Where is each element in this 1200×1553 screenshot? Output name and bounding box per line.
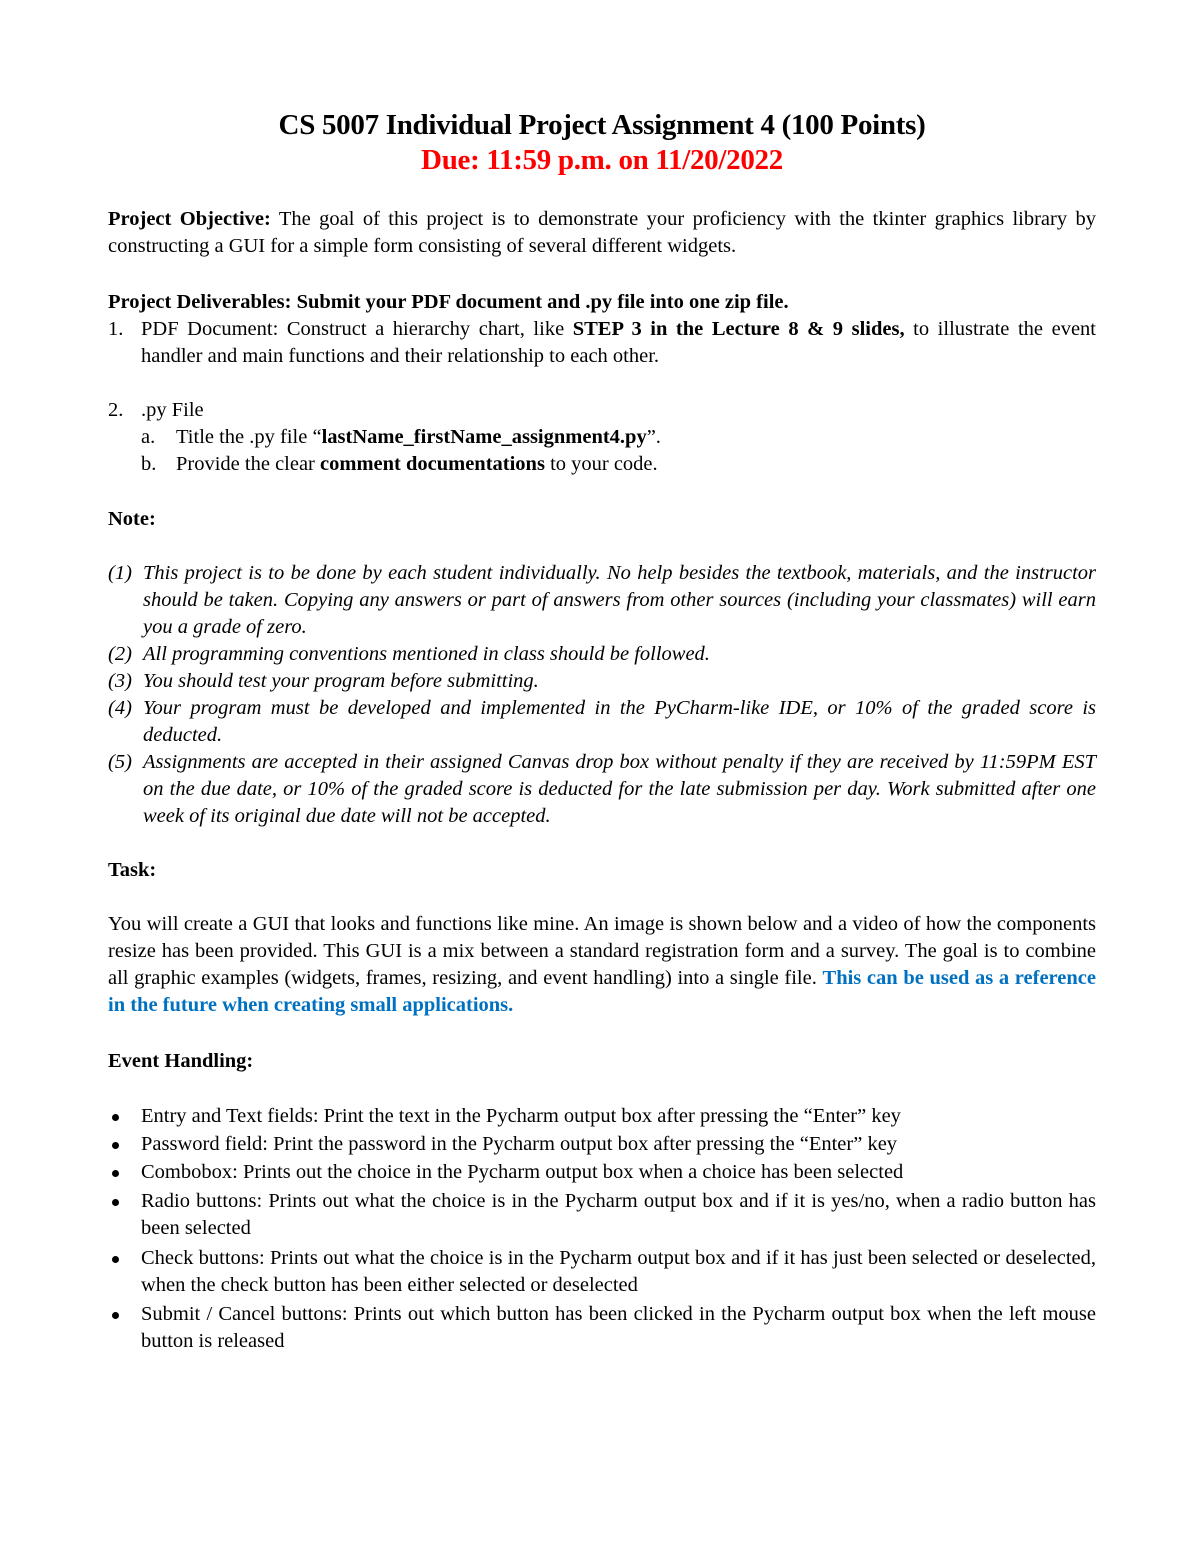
subitem-letter: b. — [141, 453, 157, 475]
event-bullet-radio — [108, 1188, 1096, 1242]
note-number: (5) — [108, 751, 132, 773]
note-text: Your program must be developed and implemented in the PyCharm-like IDE, or 10% of the graded score is deducted. — [143, 697, 1096, 746]
bullet-icon — [112, 1312, 119, 1319]
bullet-icon — [112, 1142, 119, 1149]
event-bullet-password — [108, 1131, 1096, 1158]
event-bullet-submit-cancel — [108, 1301, 1096, 1355]
note-item-3 — [108, 668, 1096, 695]
subitem-bold-text: comment documentations — [320, 453, 545, 475]
event-bullet-combobox — [108, 1159, 1096, 1186]
note-item-4 — [108, 695, 1096, 749]
bullet-icon — [112, 1256, 119, 1263]
note-number: (3) — [108, 670, 132, 692]
bullet-text: Check buttons: Prints out what the choice is in the Pycharm output box and if it has just been selected or deselected, when the check button has been either selected or deselected — [141, 1247, 1096, 1296]
objective-label: Project Objective: — [108, 208, 271, 230]
event-bullet-entry — [108, 1103, 1096, 1130]
bullet-text: Submit / Cancel buttons: Prints out which button has been clicked in the Pycharm output box when the left mouse button is released — [141, 1303, 1096, 1352]
bullet-icon — [112, 1170, 119, 1177]
note-item-1 — [108, 560, 1096, 641]
subitem-text: Title the .py file “ — [176, 426, 322, 448]
deliverable-item-2 — [108, 397, 1096, 424]
note-number: (4) — [108, 697, 132, 719]
deliverable-subitem-a — [141, 424, 1096, 451]
task-highlight: This can be used as a reference in the future when creating small applications. — [108, 967, 1096, 1016]
note-item-5 — [108, 749, 1096, 830]
note-item-2 — [108, 641, 1096, 668]
subitem-text: to your code. — [544, 453, 658, 475]
deliverable-item-1 — [108, 316, 1096, 370]
bullet-text: Combobox: Prints out the choice in the Pycharm output box when a choice has been selected — [141, 1161, 904, 1183]
note-text: Assignments are accepted in their assigned Canvas drop box without penalty if they are received by 11:59PM EST on the due date, or 10% of the graded score is deducted for the late submission per day. Work submitted after one week of its original due date will not be accepted. — [143, 751, 1096, 827]
note-text: This project is to be done by each student individually. No help besides the textbook, materials, and the instructor should be taken. Copying any answers or part of answers from other sources (including your classmates) will earn you a grade of zero. — [143, 562, 1096, 638]
task-paragraph — [108, 911, 1096, 1019]
deliverables-heading: Project Deliverables: Submit your PDF document and .py file into one zip file. — [108, 291, 789, 313]
subitem-text: Provide the clear — [176, 453, 321, 475]
task-text: You will create a GUI that looks and functions like mine. An image is shown below and a video of how the components resize has been provided. This GUI is a mix between a standard registration form and a survey. The goal is to combine all graphic examples (widgets, frames, resizing, and event handling) into a single file. — [108, 913, 1096, 989]
note-number: (1) — [108, 562, 132, 584]
item-text: to illustrate the event handler and main functions and their relationship to each other. — [141, 318, 1096, 367]
subitem-letter: a. — [141, 426, 156, 448]
item-text: PDF Document: Construct a hierarchy chart, like — [141, 318, 573, 340]
note-text: All programming conventions mentioned in class should be followed. — [143, 643, 710, 665]
bullet-text: Password field: Print the password in the Pycharm output box after pressing the “Enter” key — [141, 1133, 898, 1155]
title-block — [108, 108, 1096, 178]
item-number: 1. — [108, 318, 124, 340]
item-bold-text: STEP 3 in the Lecture 8 & 9 slides, — [572, 318, 905, 340]
note-text: You should test your program before submitting. — [143, 670, 539, 692]
objective-text: The goal of this project is to demonstrate your proficiency with the tkinter graphics library by constructing a GUI for a simple form consisting of several different widgets. — [108, 208, 1096, 257]
note-heading: Note: — [108, 508, 156, 530]
event-handling-heading: Event Handling: — [108, 1050, 254, 1072]
event-bullet-check — [108, 1245, 1096, 1299]
bullet-text: Entry and Text fields: Print the text in the Pycharm output box after pressing the “Enter” key — [141, 1105, 901, 1127]
filename: lastName_firstName_assignment4.py — [321, 426, 647, 448]
subitem-text: ”. — [646, 426, 661, 448]
document-title: CS 5007 Individual Project Assignment 4 (100 Points) — [278, 109, 926, 141]
task-heading: Task: — [108, 859, 157, 881]
item-text: .py File — [141, 399, 204, 421]
bullet-icon — [112, 1199, 119, 1206]
deliverable-subitem-b — [141, 451, 1096, 478]
due-date: Due: 11:59 p.m. on 11/20/2022 — [421, 144, 783, 176]
item-number: 2. — [108, 399, 124, 421]
bullet-text: Radio buttons: Prints out what the choice is in the Pycharm output box and if it is yes/no, when a radio button has been selected — [141, 1190, 1096, 1239]
project-objective — [108, 206, 1096, 260]
bullet-icon — [112, 1114, 119, 1121]
note-number: (2) — [108, 643, 132, 665]
